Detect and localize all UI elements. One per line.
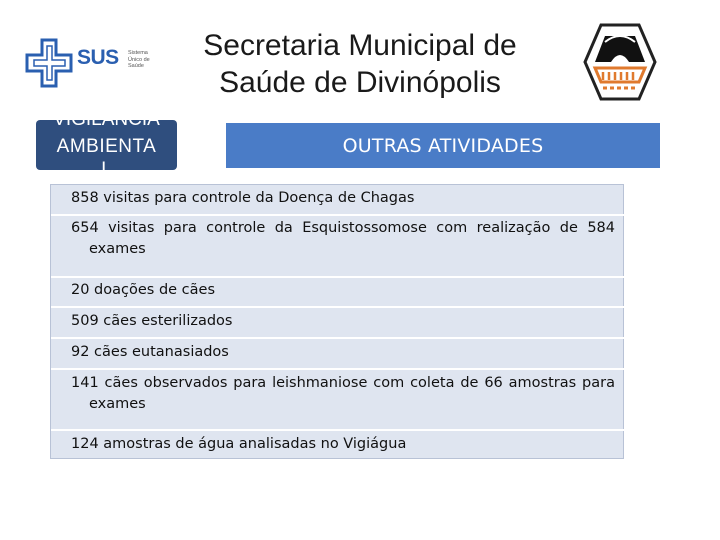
list-item [51,311,625,332]
divider [51,306,625,308]
sus-logo-subtext: Sistema Único de Saúde [128,50,150,69]
page-title-line2: Saúde de Divinópolis [219,66,501,99]
vigilancia-label-line2: AMBIENTA [56,136,157,157]
divider [51,276,625,278]
list-item [51,373,625,415]
sus-cross-icon [25,38,75,90]
list-item-text: 124 amostras de água analisadas no Vigiágua [71,436,407,452]
divider [51,368,625,370]
vigilancia-label-line1: VIGILÂNCIA [53,109,160,130]
divider [51,337,625,339]
list-item-text: 858 visitas para controle da Doença de Chagas [71,190,415,206]
vigilancia-label-line3: L [101,159,112,180]
divider [51,214,625,216]
list-item [51,280,625,301]
page-title-line1: Secretaria Municipal de [203,29,517,62]
list-item [51,434,625,455]
list-item-text: 20 doações de cães [71,282,216,298]
section-title-banner: OUTRAS ATIVIDADES [226,123,660,168]
list-item [51,342,625,363]
page-title [165,27,555,101]
list-item-text: 141 cães observados para leishmaniose com coleta de 66 amostras para exames [71,375,615,412]
list-item-text: 654 visitas para controle da Esquistossomose com realização de 584 exames [71,220,615,257]
divider [51,429,625,431]
activities-panel [50,184,624,459]
list-item [51,218,625,260]
list-item [51,188,625,209]
municipal-emblem-icon [583,22,657,102]
vigilancia-ambiental-label [36,109,177,180]
sus-logo [25,38,160,90]
list-item-text: 509 cães esterilizados [71,313,233,329]
sus-logo-text: SUS [77,46,119,69]
list-item-text: 92 cães eutanasiados [71,344,229,360]
